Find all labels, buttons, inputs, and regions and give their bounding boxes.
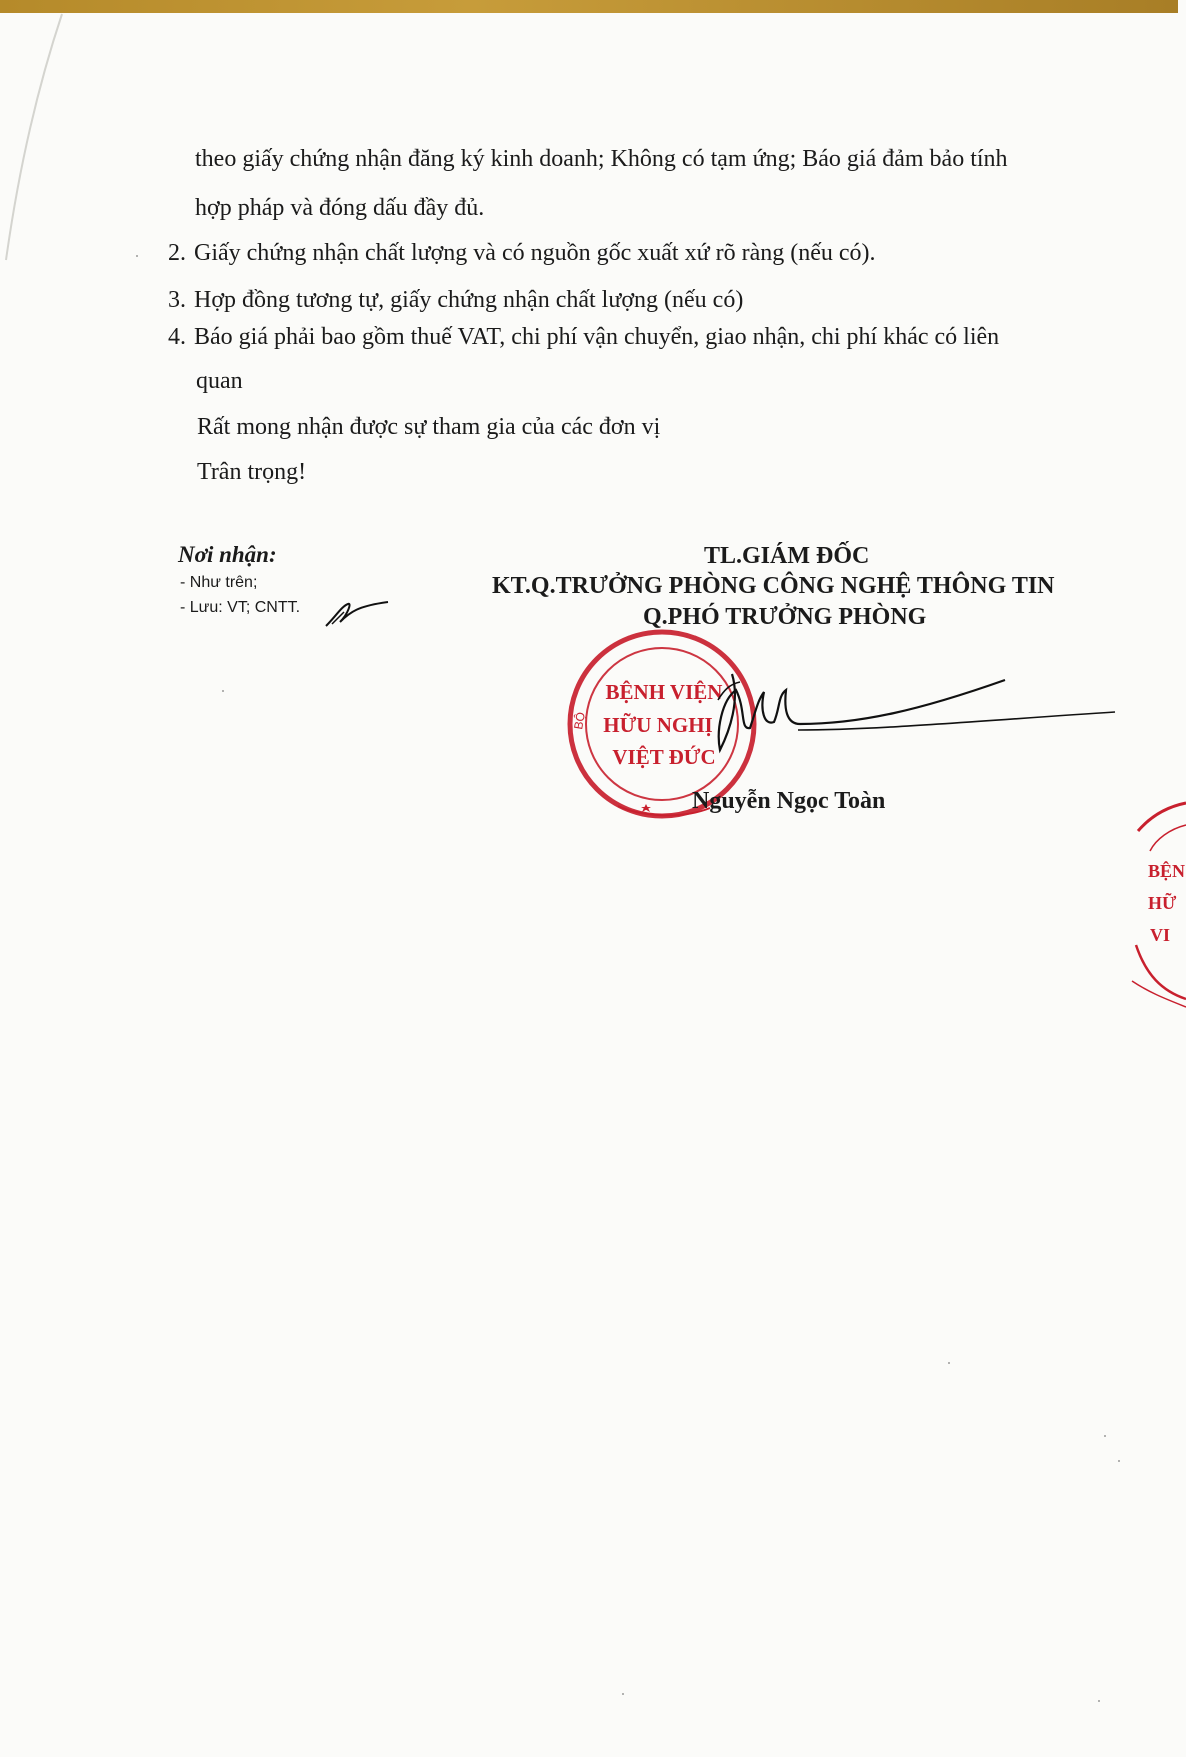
signature-title-1: TL.GIÁM ĐỐC [704,543,870,569]
partial-seal-text-2: HỮ [1148,893,1177,913]
list-number: 2. [168,240,186,266]
seal-star-icon [641,804,651,812]
recipient-item: - Lưu: VT; CNTT. [180,599,301,616]
list-text: Hợp đồng tương tự, giấy chứng nhận chất lượng (nếu có) [194,287,744,313]
partial-seal-text-3: VI [1150,925,1171,945]
partial-seal-text-1: BỆN [1148,861,1186,881]
recipients-title: Nơi nhận: [178,542,277,567]
seal-side-text: BỘ [571,711,588,731]
closing-line-2: Trân trọng! [197,459,307,485]
recipient-item: - Như trên; [180,574,258,591]
list-item-4 [168,322,999,352]
seal-text-3: VIỆT ĐỨC [612,745,716,769]
page-top-edge [0,0,1178,13]
seal-text-1: BỆNH VIỆN [605,680,723,704]
list-item-4-continued: quan [196,368,243,394]
signature-title-2: KT.Q.TRƯỞNG PHÒNG CÔNG NGHỆ THÔNG TIN [492,573,1055,599]
list-text: Giấy chứng nhận chất lượng và có nguồn gốc xuất xứ rõ ràng (nếu có). [194,240,876,266]
initials-mark [322,596,392,632]
signer-name: Nguyễn Ngọc Toàn [692,788,886,814]
seal-text-2: HỮU NGHỊ [603,713,713,737]
body-line-continued-1: theo giấy chứng nhận đăng ký kinh doanh; Không có tạm ứng; Báo giá đảm bảo tính [195,146,1008,172]
signature-title-3: Q.PHÓ TRƯỞNG PHÒNG [643,604,927,630]
handwritten-signature [660,660,1120,770]
list-item-2 [168,238,876,268]
list-text: Báo giá phải bao gồm thuế VAT, chi phí vận chuyển, giao nhận, chi phí khác có liên [194,324,1000,350]
body-line-continued-2: hợp pháp và đóng dấu đầy đủ. [195,195,485,221]
list-item-3 [168,285,743,315]
list-number: 3. [168,287,186,313]
partial-seal [1126,795,1186,1010]
list-number: 4. [168,324,186,350]
closing-line-1: Rất mong nhận được sự tham gia của các đơn vị [197,414,661,440]
page-fold-edge [0,0,120,300]
